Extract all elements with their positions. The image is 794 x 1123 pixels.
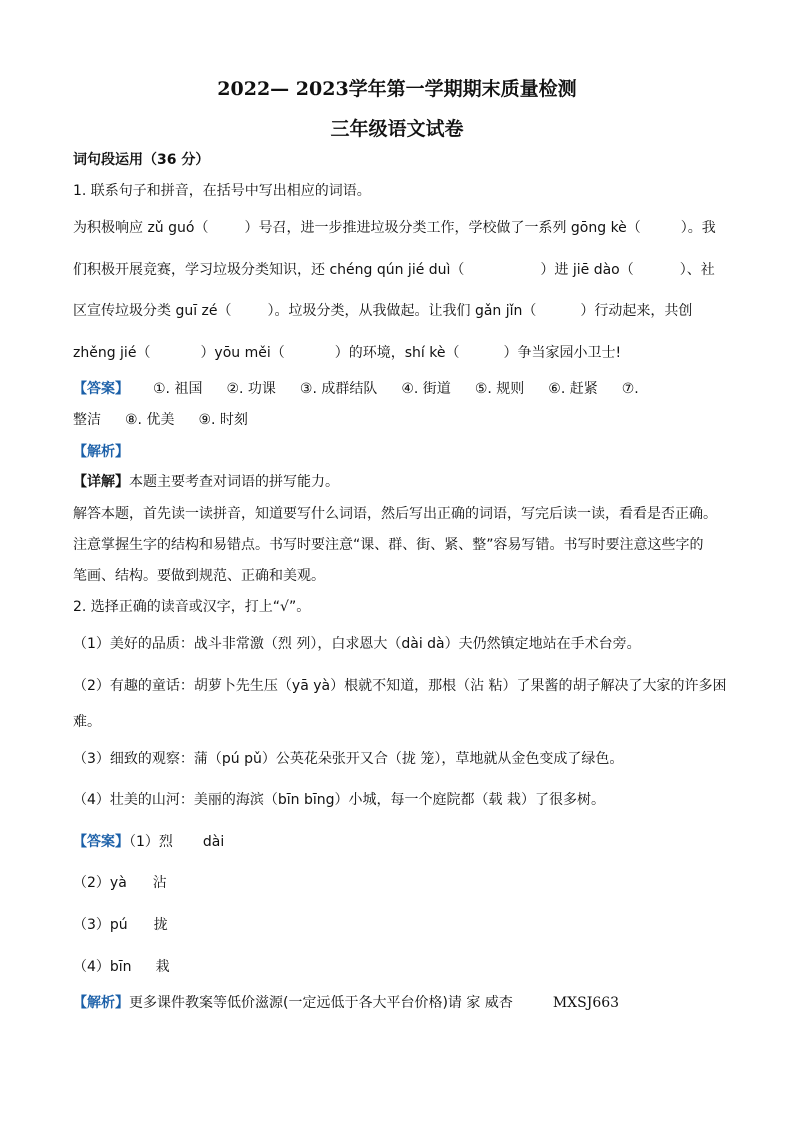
q2-answer: 沾 (152, 875, 167, 891)
q1-explain-line: 注意掌握生字的结构和易错点。书写时要注意“课、群、街、紧、整”容易写错。书写时要注意这些字的 (73, 537, 704, 553)
q2-answer: 拢 (153, 917, 168, 933)
q2-answer-1 (73, 832, 224, 852)
exam-subtitle: 三年级语文试卷 (330, 118, 464, 140)
section-heading: 词句段运用（36 分） (73, 152, 210, 168)
q2-item-4: （4）壮美的山河：美丽的海滨（bīn bīng）小城，每一个庭院都（载 栽）了很多树。 (73, 792, 605, 808)
q2-analysis (73, 993, 619, 1013)
q1-text: ）进 jiē dào（ (540, 262, 634, 278)
q1-text: ）yōu měi（ (200, 345, 285, 361)
q1-paragraph-line-1 (73, 218, 716, 238)
detail-text: 本题主要考查对词语的拼写能力。 (129, 474, 339, 490)
q1-text: ）的环境，shí kè（ (334, 345, 460, 361)
q2-answer-2 (73, 873, 167, 893)
q1-answer: ⑥. 赶紧 (548, 381, 598, 397)
q1-answer: ⑦. (621, 381, 639, 397)
q1-text: zhěng jié（ (73, 345, 151, 361)
q1-text: 为积极响应 zǔ guó（ (73, 220, 209, 236)
q1-answer: ⑤. 规则 (474, 381, 525, 397)
q1-answer: ③. 成群结队 (299, 381, 378, 397)
q1-text: ）号召，进一步推进垃圾分类工作，学校做了一系列 gōng kè（ (244, 220, 641, 236)
q2-answer: dài (202, 834, 225, 850)
q2-answer: （3）pú (73, 917, 128, 933)
q1-text: ）争当家园小卫士! (503, 345, 622, 361)
q1-answer: ④. 街道 (401, 381, 451, 397)
q1-prompt: 1. 联系句子和拼音，在括号中写出相应的词语。 (73, 183, 371, 199)
q1-paragraph-line-4 (73, 343, 621, 363)
q2-item-1: （1）美好的品质：战斗非常激（烈 列），白求恩大（dài dà）夫仍然镇定地站在手术台旁。 (73, 636, 641, 652)
q2-item-2-cont: 难。 (73, 714, 101, 730)
q1-text: ）行动起来，共创 (580, 303, 693, 319)
q2-item-3: （3）细致的观察：蒲（pú pǔ）公英花朵张开又合（拢 笼），草地就从金色变成了绿色。 (73, 751, 624, 767)
q1-answer: ①. 祖国 (153, 381, 203, 397)
q1-answer: ⑨. 时刻 (198, 412, 248, 428)
q1-answer-row-1 (73, 379, 639, 399)
q2-item-2: （2）有趣的童话：胡萝卜先生压（yā yà）根就不知道，那根（沾 粘）了果酱的胡子解决了大家的许多困 (73, 678, 727, 694)
exam-title: 2022— 2023学年第一学期期末质量检测 (217, 78, 577, 100)
q1-text: ）。我 (680, 220, 716, 236)
q1-paragraph-line-3 (73, 301, 692, 321)
q2-answer: （2）yà (73, 875, 127, 891)
q1-explain-line: 笔画、结构。要做到规范、正确和美观。 (73, 568, 325, 584)
analysis-tag: 【解析】 (73, 444, 129, 460)
analysis-text: 更多课件教案等低价滋源(一定远低于各大平台价格)请 家 威杏 (129, 995, 513, 1011)
q1-text: ）。垃圾分类，从我做起。让我们 gǎn jǐn（ (267, 303, 537, 319)
q1-answer: ⑧. 优美 (125, 412, 175, 428)
q1-answer: 整洁 (73, 412, 101, 428)
q1-answer: ②. 功课 (226, 381, 276, 397)
answer-tag: 【答案】 (73, 834, 129, 850)
q2-answer: （1）烈 (129, 834, 173, 850)
analysis-tag: 【解析】 (73, 995, 129, 1011)
q2-answer-4 (73, 957, 170, 977)
analysis-code: MXSJ663 (552, 995, 620, 1011)
q1-detail (73, 472, 339, 492)
q2-prompt: 2. 选择正确的读音或汉字，打上“√”。 (73, 599, 311, 615)
answer-tag: 【答案】 (73, 381, 129, 397)
q1-explain-line: 解答本题，首先读一读拼音，知道要写什么词语，然后写出正确的词语，写完后读一读，看看是否正确。 (73, 506, 717, 522)
q2-answer: 栽 (155, 959, 170, 975)
q1-paragraph-line-2 (73, 260, 715, 280)
q2-answer: （4）bīn (73, 959, 132, 975)
q1-answer-row-2 (73, 410, 248, 430)
q1-text: 们积极开展竞赛，学习垃圾分类知识，还 chéng qún jié duì（ (73, 262, 465, 278)
q2-answer-3 (73, 915, 168, 935)
q1-text: 区宣传垃圾分类 guī zé（ (73, 303, 232, 319)
q1-text: ）、社 (679, 262, 715, 278)
detail-tag: 【详解】 (73, 474, 129, 490)
